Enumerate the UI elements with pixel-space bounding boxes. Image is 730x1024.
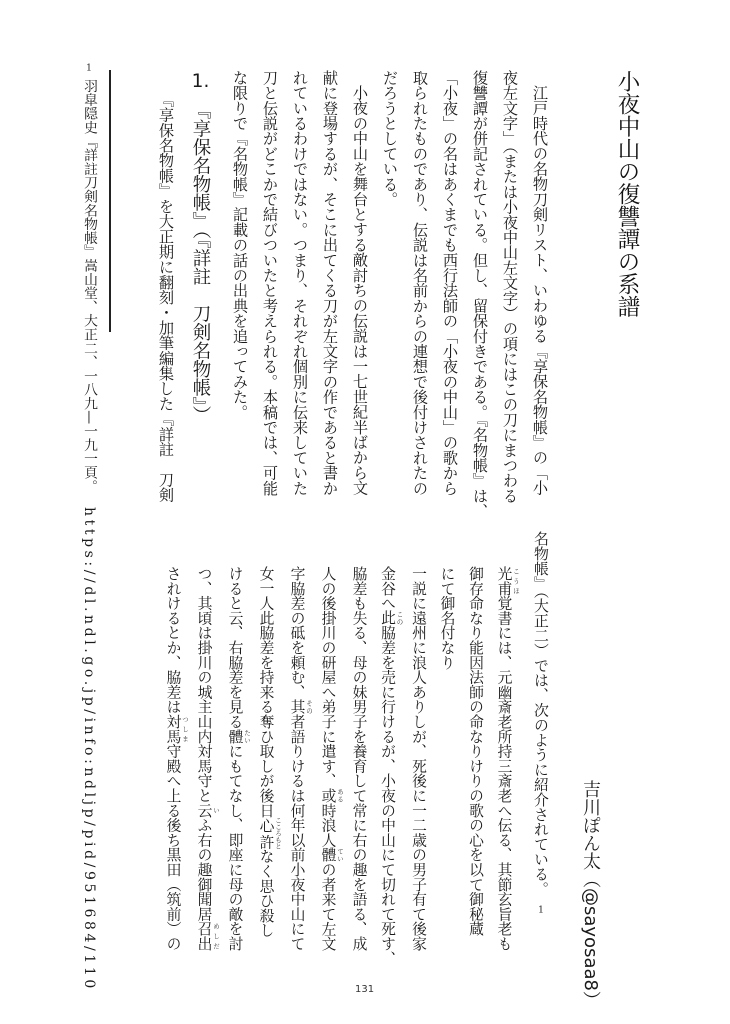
text-line: 献に登場するが、そこに出てくる刀が左文字の作であると書か <box>321 70 339 496</box>
section-text: 『享保名物帳』を大正期に翻刻・加筆編集した『詳註 刀剣 <box>157 92 175 503</box>
quote-line <box>489 566 520 966</box>
section-heading <box>186 72 214 424</box>
quote-text: 女一人此脇差を持来る奪ひ取しが後日 <box>257 566 275 818</box>
furigana: ある <box>336 788 344 803</box>
quote-text: ふ右の趣御聞居 <box>195 817 213 922</box>
furigana: い <box>212 802 220 818</box>
ruby-word: 體 てい <box>319 847 344 863</box>
lead-text: 名物帳』（大正二）では、次のように紹介されている。 <box>532 531 550 897</box>
quote-text: 者語りけるは何年以前小夜中山にて <box>288 714 306 951</box>
quote-line <box>373 566 404 966</box>
quote-text: つ、其頃は掛川の城主山内対馬守と <box>195 566 213 803</box>
quote-line <box>461 566 490 966</box>
quote-text: なく思ひ殺し <box>257 848 275 938</box>
quote-text: 一説に遠州に浪人ありしが、死後に一二歳の男子有て後家 <box>410 566 427 951</box>
furigana: てい <box>336 847 344 863</box>
ruby-word: 云 い <box>195 802 220 818</box>
ruby-word: 或 ある <box>319 788 344 803</box>
quote-text: 御存命なり能因法師の命なりけりの歌の心を以て御秘蔵 <box>467 566 484 936</box>
ruby-word: 対馬 つしま <box>164 714 189 744</box>
author-byline: 吉川ぽん太（@sayosaa8） <box>580 780 601 1009</box>
quote-line <box>432 566 461 966</box>
text-line: 夜左文字」（または小夜中山左文字）の項にはこの刀にまつわる <box>501 70 519 504</box>
footnote-url-link[interactable]: https://dl.ndl.go.jp/info:ndljp/pid/951684/110 <box>81 507 97 992</box>
quote-text: にもてなし、即座に母の敵を討 <box>226 743 244 951</box>
ruby-word: 心許 こころもと <box>257 816 282 850</box>
footnote <box>78 64 100 992</box>
page-number: 131 <box>355 984 375 995</box>
furigana: その <box>305 699 313 715</box>
text-line: 江戸時代の名物刀剣リスト、いわゆる『享保名物帳』の「小 <box>531 85 549 496</box>
furigana: めしだ <box>212 921 220 951</box>
quote-line <box>220 566 251 966</box>
quote-line <box>344 566 373 966</box>
quote-text: けると云、右脇差を見る <box>226 566 244 729</box>
quote-text: 脇差も失る、母の妹男子を養育して常に右の趣を語る、成 <box>350 566 368 951</box>
furigana: たい <box>243 728 251 744</box>
quote-line <box>158 566 189 966</box>
quote-text: 字脇差の砥を頼む、 <box>288 566 306 700</box>
text-line: 刀と伝説がどこかで結びついたと考えられる。本稿では、可能 <box>261 70 279 496</box>
text-line: 「小夜」の名はあくまでも西行法師の「小夜の中山」の歌から <box>441 70 459 496</box>
footnote-number: 1 <box>86 64 92 73</box>
quote-line <box>313 566 344 966</box>
ruby-word: 其 その <box>288 699 313 715</box>
text-line: だろうとしている。 <box>381 70 399 207</box>
footnote-text: 羽皐隠史『詳註刀剣名物帳』嵩山堂、大正二、一八九—一九一頁。 <box>81 79 97 493</box>
quote-text: の者来て左文 <box>319 862 337 951</box>
ruby-word: 光甫 こうほ <box>495 566 520 596</box>
text-line: 復讐譚が併記されている。但し、留保付きである。『名物帳』は、 <box>471 70 489 519</box>
quote-text: 時浪人 <box>319 802 337 848</box>
text-line: 小夜の中山を舞台とする敵討ちの伝説は一七世紀半ばから文 <box>351 85 369 496</box>
ruby-word: 體 たい <box>226 728 251 744</box>
quote-line <box>282 566 313 966</box>
quote-text: 人の後掛川の研屋へ弟子に遣す、 <box>319 566 337 788</box>
quote-text: 守殿へ上る後ち黒田（筑前）の <box>164 743 182 951</box>
furigana: こうほ <box>512 566 520 596</box>
ruby-word: 召出 めしだ <box>195 921 220 951</box>
quote-text: 金谷へ <box>379 566 396 611</box>
ruby-word: 此 この <box>379 610 404 626</box>
section-heading-text: 『享保名物帳』（『詳註 刀剣名物帳』） <box>190 100 211 425</box>
quote-text: にて御名付なり <box>438 566 456 670</box>
furigana: つしま <box>181 714 189 744</box>
quote-line <box>189 566 220 966</box>
text-line: な限りで『名物帳』記載の話の出典を追ってみた。 <box>231 70 249 420</box>
quote-text: されけるとか、脇差は <box>164 566 182 714</box>
text-line: 取られたものであり、伝説は名前からの連想で後付けされたの <box>411 70 429 496</box>
quote-text: 脇差を売に行けるが、小夜の中山にて切れて死す、 <box>379 625 396 966</box>
footnote-reference[interactable]: 1 <box>538 906 544 916</box>
quote-line <box>251 566 282 966</box>
article-title: 小夜中山の復讐譚の系譜 <box>614 70 640 318</box>
furigana: こころもと <box>274 816 282 850</box>
intro-text <box>225 70 555 519</box>
quote-line <box>404 566 433 966</box>
quoted-passage <box>158 566 520 966</box>
furigana: この <box>395 610 404 626</box>
quote-lead-text <box>530 531 552 915</box>
text-line: れているわけではない。つまり、それぞれ個別に伝来していた <box>291 70 309 496</box>
section-number: 1. <box>191 72 210 91</box>
footnote-divider <box>109 70 111 332</box>
quote-text: 覚書には、元幽斎老所持三斎老へ伝る、其節玄旨老も <box>495 595 513 951</box>
